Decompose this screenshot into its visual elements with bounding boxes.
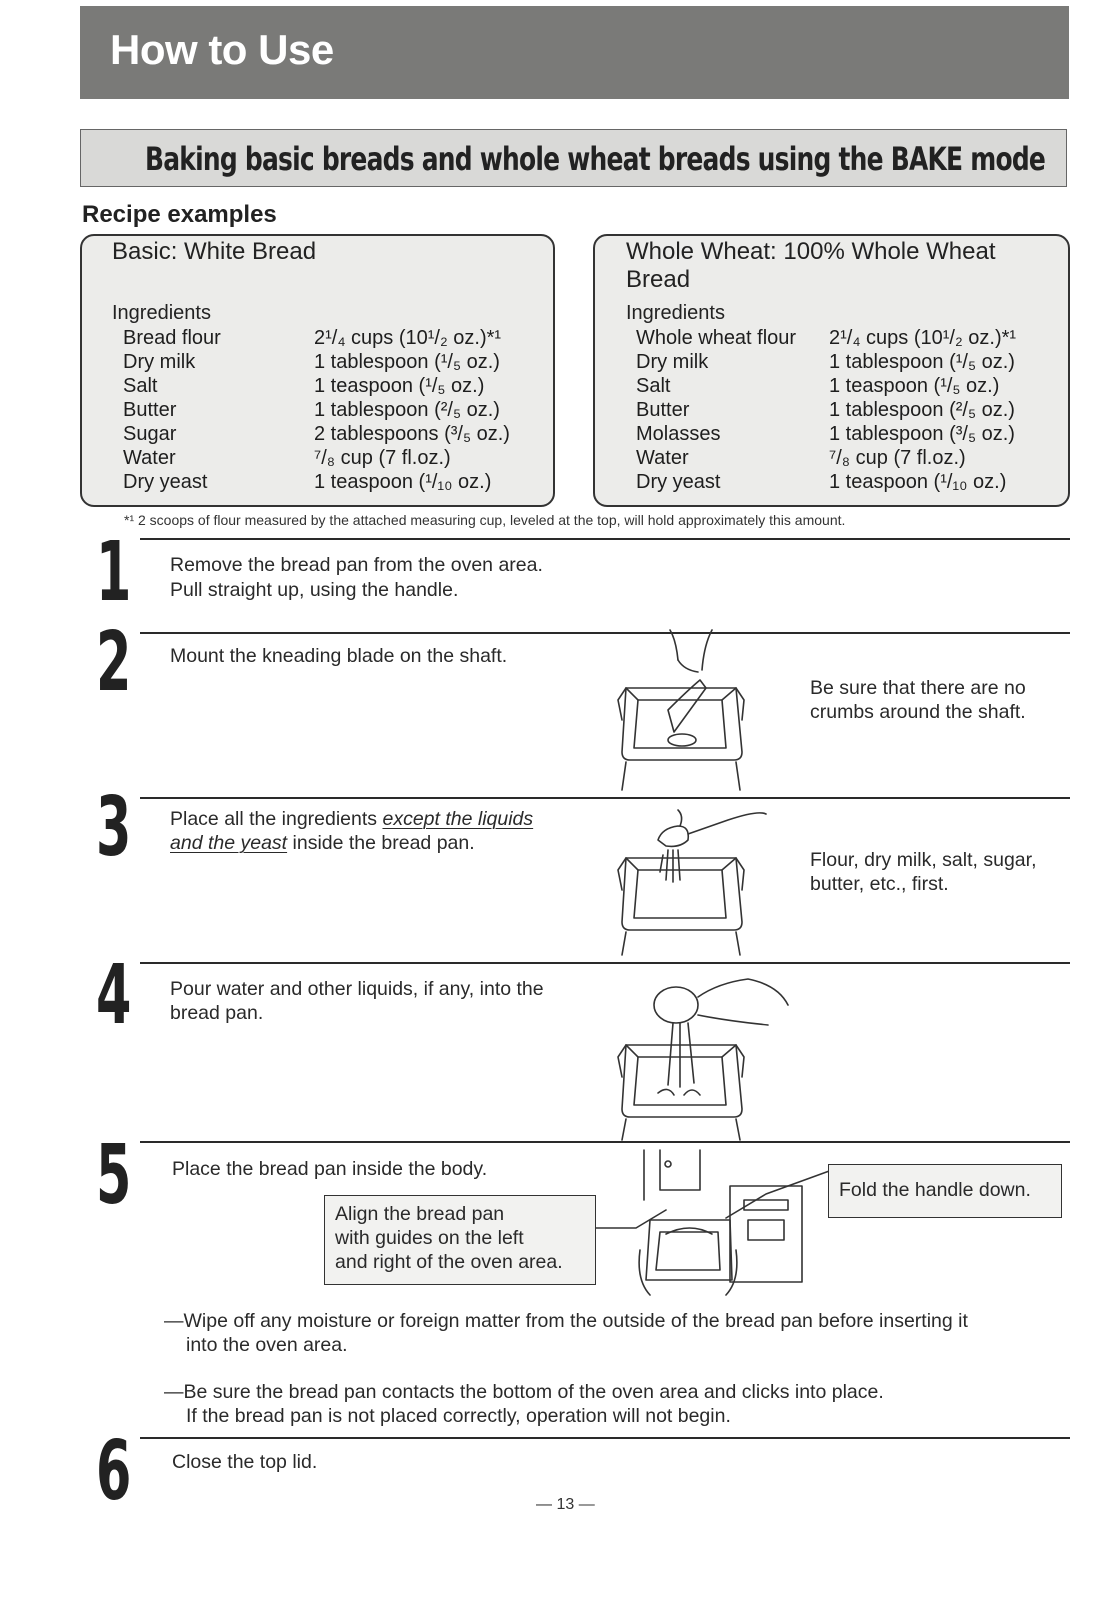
step-number: 5 [96, 1128, 132, 1223]
step-3-line2-suffix: inside the bread pan. [287, 832, 475, 854]
step-number: 6 [96, 1424, 132, 1519]
step-number: 3 [96, 780, 132, 875]
ingredient-row [636, 447, 1061, 471]
step-4-line2: bread pan. [170, 1002, 264, 1024]
callout-leader-lines [596, 1170, 836, 1260]
step-3-emphasis-liquids: except the liquids [382, 808, 534, 830]
step-divider [140, 632, 1070, 634]
ingredient-amount: 1 tablespoon (¹/₅ oz.) [829, 351, 1015, 373]
whole-wheat-title-line1: Whole Wheat: 100% Whole Wheat [626, 238, 996, 265]
ingredient-name: Dry milk [123, 351, 196, 373]
step-2-text: Mount the kneading blade on the shaft. [170, 645, 508, 667]
step-2-note-line1: Be sure that there are no [810, 677, 1026, 699]
ingredient-amount: 1 tablespoon (³/₅ oz.) [829, 423, 1015, 445]
ingredient-amount: 2¹/₄ cups (10¹/₂ oz.)*¹ [314, 327, 502, 349]
ingredient-amount: 1 tablespoon (¹/₅ oz.) [314, 351, 500, 373]
white-ingredients-label: Ingredients [112, 302, 211, 324]
ingredient-amount: 1 teaspoon (¹/₁₀ oz.) [829, 471, 1007, 493]
step-number: 4 [96, 948, 132, 1043]
ingredient-row [123, 351, 543, 375]
callout-line: Align the bread pan [335, 1203, 505, 1225]
step-divider [140, 1141, 1070, 1143]
ingredient-name: Dry yeast [123, 471, 208, 493]
step-divider [140, 1437, 1070, 1439]
ingredient-name: Bread flour [123, 327, 221, 349]
step-3-line1-prefix: Place all the ingredients [170, 808, 383, 830]
callout-line: and right of the oven area. [335, 1251, 563, 1273]
ingredient-row [123, 399, 543, 423]
step-3-note-line2: butter, etc., first. [810, 873, 949, 895]
ingredient-row [636, 375, 1061, 399]
step-3-emphasis-yeast: and the yeast [170, 832, 288, 854]
ingredient-row [636, 471, 1061, 495]
step-1-line1: Remove the bread pan from the oven area. [170, 554, 543, 576]
ingredient-name: Whole wheat flour [636, 327, 797, 349]
step-number: 1 [96, 525, 132, 620]
step-5-bullet2-line1: —Be sure the bread pan contacts the bottom of the oven area and clicks into place. [164, 1381, 884, 1403]
ingredient-name: Salt [123, 375, 158, 397]
adding-ingredients-illustration [618, 810, 768, 955]
step-6-text: Close the top lid. [172, 1451, 318, 1473]
ingredient-name: Salt [636, 375, 671, 397]
ingredient-name: Dry yeast [636, 471, 721, 493]
step-5-bullet2-line2: If the bread pan is not placed correctly, operation will not begin. [186, 1405, 731, 1427]
ingredient-row [636, 423, 1061, 447]
fold-handle-callout: Fold the handle down. [828, 1164, 1062, 1218]
ingredient-amount: 1 teaspoon (¹/₁₀ oz.) [314, 471, 492, 493]
ingredient-amount: 2¹/₄ cups (10¹/₂ oz.)*¹ [829, 327, 1017, 349]
ingredient-row [123, 327, 543, 351]
ingredient-row [123, 375, 543, 399]
step-3-line1 [170, 807, 533, 831]
callout-line: with guides on the left [335, 1227, 524, 1249]
ingredient-row [123, 471, 543, 495]
section-title: Baking basic breads and whole wheat breads using the BAKE mode [145, 140, 1046, 178]
ingredient-row [636, 399, 1061, 423]
step-1-line2: Pull straight up, using the handle. [170, 579, 459, 601]
step-4-line1: Pour water and other liquids, if any, into the [170, 978, 544, 1000]
step-5-text: Place the bread pan inside the body. [172, 1158, 488, 1180]
bread-pan-blade-illustration [618, 640, 758, 790]
step-3-line2 [170, 831, 475, 855]
ingredient-name: Molasses [636, 423, 721, 445]
ingredient-name: Butter [636, 399, 690, 421]
ingredient-name: Sugar [123, 423, 177, 445]
ingredient-row [636, 327, 1061, 351]
ingredient-amount: 2 tablespoons (³/₅ oz.) [314, 423, 510, 445]
ingredient-row [123, 447, 543, 471]
white-bread-title: Basic: White Bread [112, 238, 317, 265]
ingredient-amount: ⁷/₈ cup (7 fl.oz.) [829, 447, 966, 469]
page-title: How to Use [110, 26, 334, 73]
step-5-bullet1-line2: into the oven area. [186, 1334, 348, 1356]
step-3-note-line1: Flour, dry milk, salt, sugar, [810, 849, 1037, 871]
pouring-water-illustration [618, 975, 793, 1140]
ingredient-name: Water [123, 447, 176, 469]
ingredient-amount: 1 tablespoon (²/₅ oz.) [314, 399, 500, 421]
step-5-bullet1-line1: —Wipe off any moisture or foreign matter from the outside of the bread pan before inserting it [164, 1310, 968, 1332]
ingredient-name: Dry milk [636, 351, 709, 373]
ingredient-amount: 1 teaspoon (¹/₅ oz.) [829, 375, 1000, 397]
align-guides-callout [324, 1195, 596, 1285]
footnote: *¹ 2 scoops of flour measured by the attached measuring cup, leveled at the top, will hold approximately this amount. [124, 512, 846, 528]
ingredient-amount: 1 tablespoon (²/₅ oz.) [829, 399, 1015, 421]
recipe-examples-heading: Recipe examples [82, 201, 277, 228]
ingredient-name: Water [636, 447, 689, 469]
ingredient-amount: 1 teaspoon (¹/₅ oz.) [314, 375, 485, 397]
page-number: — 13 — [536, 1496, 595, 1513]
ingredient-row [123, 423, 543, 447]
ingredient-row [636, 351, 1061, 375]
whole-wheat-title-line2: Bread [626, 266, 691, 293]
step-number: 2 [96, 615, 132, 710]
step-divider [140, 962, 1070, 964]
wheat-ingredients-label: Ingredients [626, 302, 725, 324]
step-2-note-line2: crumbs around the shaft. [810, 701, 1026, 723]
ingredient-amount: ⁷/₈ cup (7 fl.oz.) [314, 447, 451, 469]
step-divider [140, 797, 1070, 799]
ingredient-name: Butter [123, 399, 177, 421]
step-divider [140, 538, 1070, 540]
